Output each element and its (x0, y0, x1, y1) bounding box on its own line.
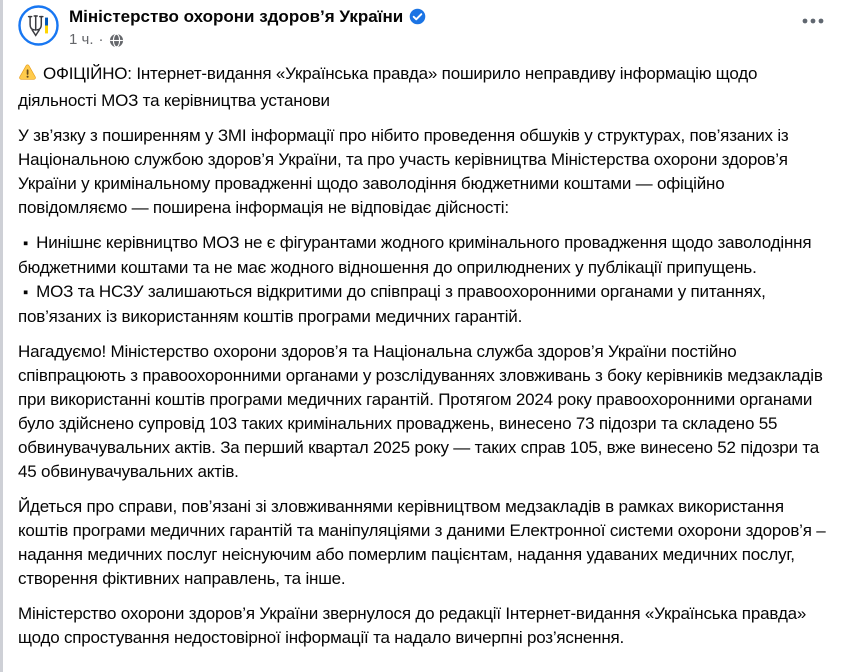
page-name-row (69, 5, 792, 27)
trident-avatar-icon (18, 5, 59, 46)
page-avatar[interactable] (18, 5, 59, 46)
bullet-marker: ▪ (23, 284, 29, 301)
post-paragraph-cases: Йдеться про справи, пов’язані зі зловживаннями керівництвом медзакладів в рамках використання коштів програми медичних гарантій та маніпуляціями з даними Електронної системи охорони здоров’я – надання медичних послуг неіснуючим або померлим пацієнтам, надання удаваних медичних послуг, створення фіктивних направлень, та інше. (18, 497, 826, 588)
post-header (3, 0, 841, 49)
post-timestamp[interactable]: 1 ч. (69, 31, 94, 48)
warning-icon (18, 63, 37, 89)
bullet-item (18, 231, 828, 280)
bullet-text: Нинішнє керівництво МОЗ не є фігурантами жодного кримінального провадження щодо заволодіння бюджетними коштами та не має жодного відношення до оприлюднених у публікації припущень. (18, 233, 812, 277)
page-name-link[interactable]: Міністерство охорони здоров’я України (69, 7, 404, 26)
post-header-text (69, 5, 792, 49)
bullet-item (18, 280, 828, 329)
post-meta-row (69, 30, 792, 49)
window-edge-strip (0, 0, 3, 672)
globe-privacy-icon (109, 33, 124, 48)
post-bullet-list (18, 231, 828, 329)
bullet-text: МОЗ та НСЗУ залишаються відкритими до співпраці з правоохоронними органами у питаннях, пов’язаних із використанням коштів програми медичних гарантій. (18, 282, 766, 326)
verified-badge-icon (409, 8, 426, 25)
post-paragraph-closing: Міністерство охорони здоров’я України звернулося до редакції Інтернет-видання «Українська правда» щодо спростування недостовірної інформації та надало вичерпні роз’яснення. (18, 604, 807, 647)
ellipsis-icon (800, 13, 826, 29)
post-body (3, 49, 841, 650)
meta-separator: · (98, 31, 104, 48)
more-options-button[interactable] (792, 5, 828, 34)
post-paragraph-context: У зв’язку з поширенням у ЗМІ інформації про нібито проведення обшуків у структурах, пов’язаних із Національною службою здоров’я України, та про участь керівництва Міністерства охорони здоров’я України у кримінальному провадженні щодо заволодіння бюджетними коштами — офіційно повідомляємо — поширена інформація не відповідає дійсності: (18, 126, 789, 217)
post-paragraph-intro (18, 62, 828, 113)
intro-text: ОФІЦІЙНО: Інтернет-видання «Українська правда» поширило неправдиву інформацію щодо діяльності МОЗ та керівництва установи (18, 64, 758, 110)
bullet-marker: ▪ (23, 235, 29, 252)
post-paragraph-reminder: Нагадуємо! Міністерство охорони здоров’я та Національна служба здоров’я України постійно співпрацюють з правоохоронними органами у розслідуваннях зловживань з боку керівників медзакладів при використанні коштів програми медичних гарантій. Протягом 2024 року правоохоронними органами було здійснено супровід 103 таких кримінальних проваджень, винесено 73 підозри та складено 55 обвинувачувальних актів. За перший квартал 2025 року — таких справ 105, вже винесено 52 підозри та 45 обвинувачувальних актів. (18, 342, 823, 481)
